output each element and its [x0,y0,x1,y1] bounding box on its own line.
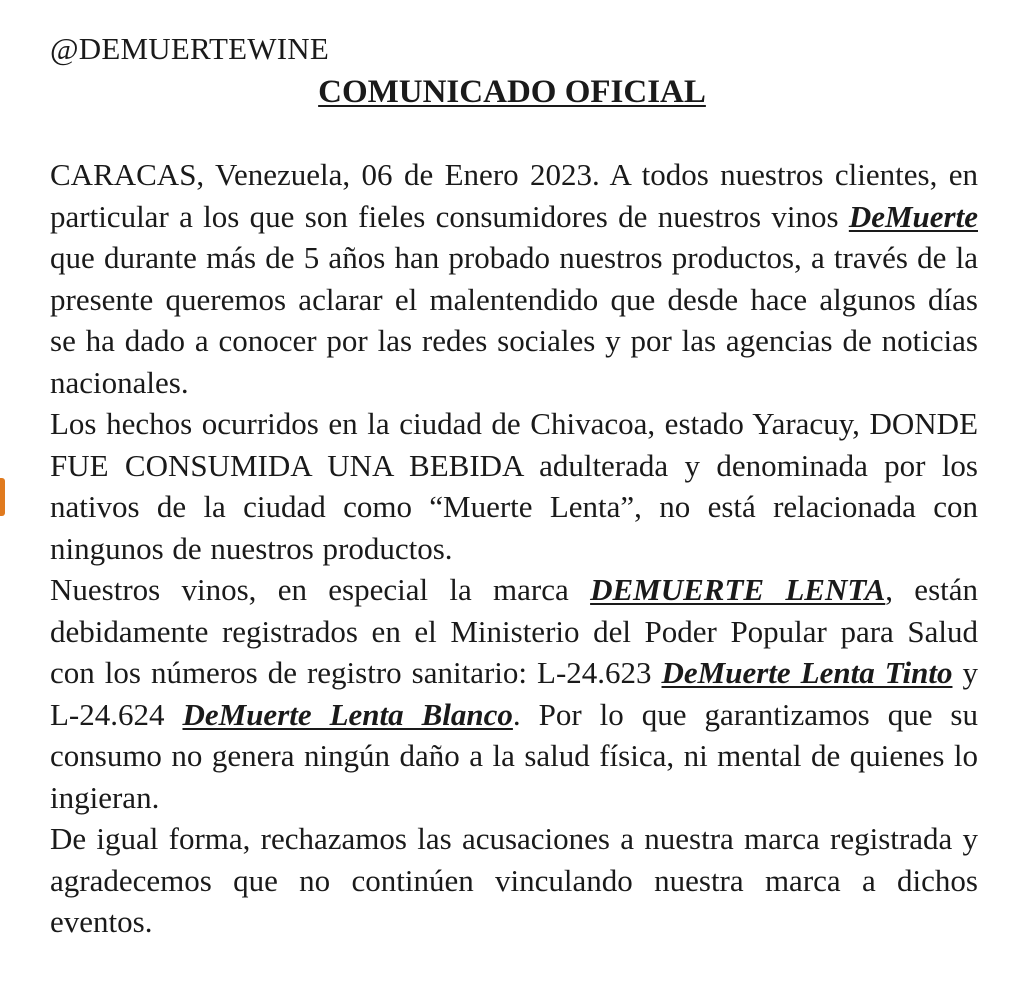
paragraph-closing: De igual forma, rechazamos las acusaciones a nuestra marca registrada y agradecemos que no continúen vinculando nuestra marca a dichos eventos. [50,821,978,939]
paragraph-registration-text-1: Nuestros vinos, en especial la marca [50,572,591,607]
document-title [0,72,1024,112]
document-title-text: COMUNICADO OFICIAL [318,74,706,110]
paragraph-intro [50,154,978,403]
social-handle: @DEMUERTEWINE [50,31,329,66]
statement-body [50,154,978,943]
brand-demuerte: DeMuerte [848,198,978,234]
paragraph-registration-text-2: , están debidamente registrados en el Ministerio del Poder Popular para Salud con los números de registro sanitario: L-24.623 [50,572,979,690]
paragraph-registration [50,569,978,818]
paragraph-registration-text-4: . Por lo que garantizamos que su consumo no genera ningún daño a la salud física, ni mental de quienes lo ingieran. [50,696,978,815]
brand-demuerte-lenta-blanco: DeMuerte Lenta Blanco [182,696,513,732]
paragraph-registration-text-3: y L-24.624 [50,655,978,732]
paragraph-intro-text-2: que durante más de 5 años han probado nuestros productos, a través de la presente queremos aclarar el malentendido que desde hace algunos días se ha dado a conocer por las redes sociales y por las agencias de noticias nacionales. [50,240,978,400]
paragraph-intro-text-1: CARACAS, Venezuela, 06 de Enero 2023. A todos nuestros clientes, en particular a los que son fieles consumidores de nuestros vinos [50,157,978,234]
paragraph-events: Los hechos ocurridos en la ciudad de Chivacoa, estado Yaracuy, DONDE FUE CONSUMIDA UNA BEBIDA adulterada y denominada por los nativos de la ciudad como “Muerte Lenta”, no está relacionada con ningunos de nuestros productos. [50,406,978,566]
brand-demuerte-lenta: DEMUERTE LENTA [590,572,886,607]
brand-demuerte-lenta-tinto: DeMuerte Lenta Tinto [661,655,953,690]
edge-mark [0,478,5,516]
